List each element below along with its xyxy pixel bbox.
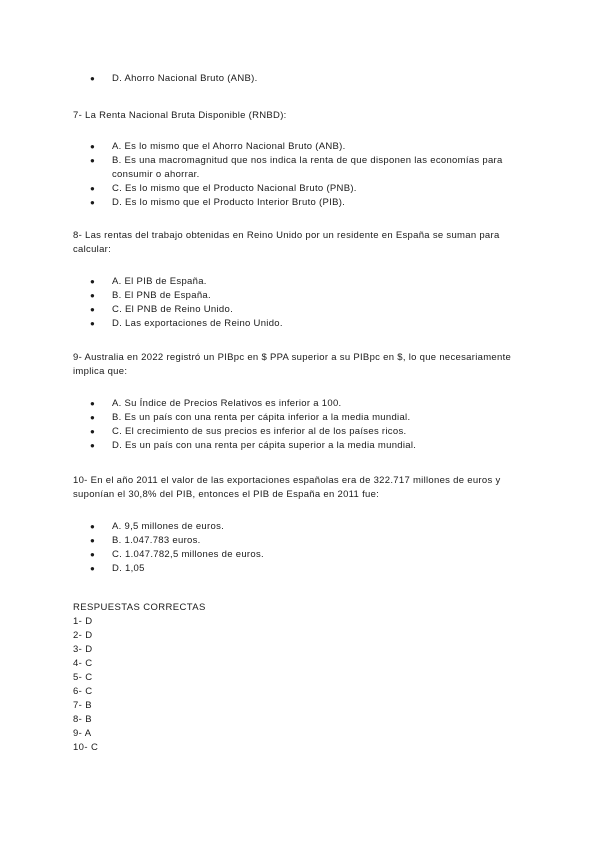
bullet: ● [90,413,96,422]
bullet: ● [90,277,96,286]
answer-item: 3- D [73,644,93,655]
q9-option-c: ● C. El crecimiento de sus precios es inferior al de los países ricos. [90,426,407,437]
bullet: ● [90,564,96,573]
q10-option-b: ● B. 1.047.783 euros. [90,535,201,546]
bullet: ● [90,305,96,314]
q10-option-a: ● A. 9,5 millones de euros. [90,521,225,532]
q7-options [73,140,533,210]
answer-item: 4- C [73,658,93,669]
question-10 [73,474,533,576]
q8-text: 8- Las rentas del trabajo obtenidas en Reino Unido por un residente en España se suman para calcular: [73,230,500,255]
answer-item: 5- C [73,672,93,683]
q10-options [73,520,533,576]
bullet: ● [90,156,96,165]
q9-text: 9- Australia en 2022 registró un PIBpc en $ PPA superior a su PIBpc en $, lo que necesariamente implica que: [73,352,512,377]
answer-item: 8- B [73,714,93,725]
q6-options [73,72,533,86]
q8-option-d: ● D. Las exportaciones de Reino Unido. [90,318,283,329]
q8-option-b: ● B. El PNB de España. [90,290,211,301]
bullet: ● [90,536,96,545]
question-7 [73,109,533,210]
bullet: ● [90,319,96,328]
q7-option-b: ● B. Es una macromagnitud que nos indica la renta de que disponen las economías para consumir o ahorrar. [90,155,503,180]
answer-item: 1- D [73,616,93,627]
answer-key-title: RESPUESTAS CORRECTAS [73,602,206,613]
q9-options [73,397,533,453]
bullet: ● [90,198,96,207]
q10-text: 10- En el año 2011 el valor de las exportaciones españolas era de 322.717 millones de euros y suponían el 30,8% del PIB, entonces el PIB de España en 2011 fue: [73,475,501,500]
q7-option-c: ● C. Es lo mismo que el Producto Nacional Bruto (PNB). [90,183,357,194]
question-8 [73,229,533,331]
q9-option-a: ● A. Su Índice de Precios Relativos es inferior a 100. [90,398,342,409]
bullet: ● [90,184,96,193]
answer-item: 10- C [73,742,99,753]
q6-option-d: ● D. Ahorro Nacional Bruto (ANB). [90,73,258,84]
answer-key [73,601,273,755]
answer-item: 7- B [73,700,93,711]
bullet: ● [90,291,96,300]
answer-item: 6- C [73,686,93,697]
bullet: ● [90,522,96,531]
bullet: ● [90,550,96,559]
q10-option-d: ● D. 1,05 [90,563,145,574]
q7-option-d: ● D. Es lo mismo que el Producto Interior Bruto (PIB). [90,197,346,208]
answer-item: 9- A [73,728,92,739]
q9-option-b: ● B. Es un país con una renta per cápita inferior a la media mundial. [90,412,411,423]
answer-item: 2- D [73,630,93,641]
q8-option-c: ● C. El PNB de Reino Unido. [90,304,234,315]
q7-option-a: ● A. Es lo mismo que el Ahorro Nacional Bruto (ANB). [90,141,346,152]
q8-options [73,275,533,331]
q7-text: 7- La Renta Nacional Bruta Disponible (RNBD): [73,110,287,121]
q10-option-c: ● C. 1.047.782,5 millones de euros. [90,549,264,560]
question-6-tail [73,72,533,86]
bullet: ● [90,441,96,450]
bullet: ● [90,142,96,151]
bullet: ● [90,427,96,436]
bullet: ● [90,399,96,408]
bullet: ● [90,74,96,83]
question-9 [73,351,533,453]
q9-option-d: ● D. Es un país con una renta per cápita superior a la media mundial. [90,440,417,451]
q8-option-a: ● A. El PIB de España. [90,276,207,287]
